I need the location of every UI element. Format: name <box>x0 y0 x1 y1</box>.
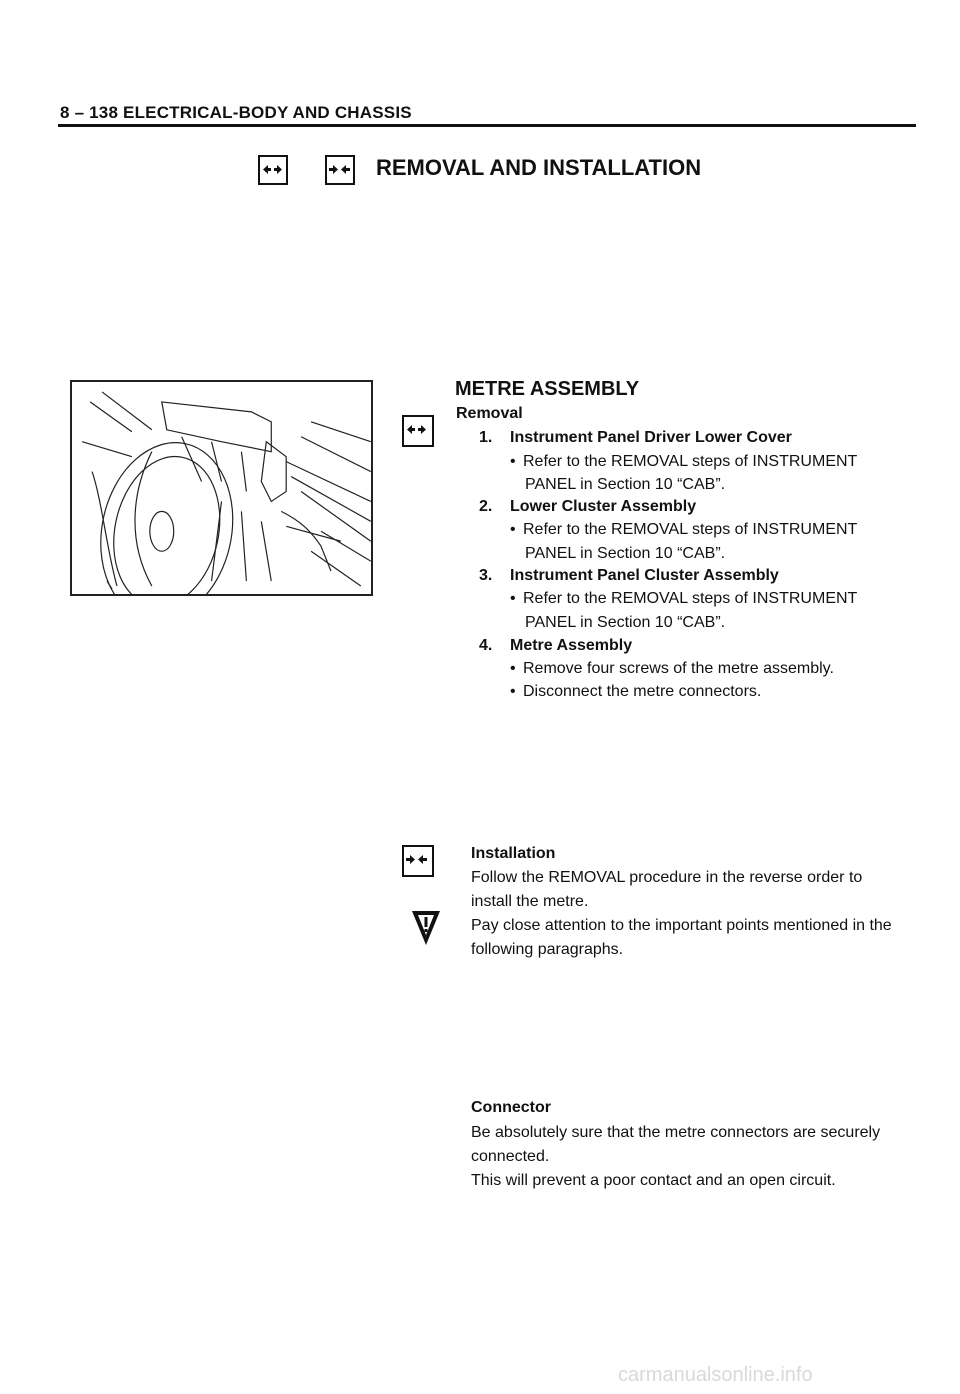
step-title-1: Instrument Panel Driver Lower Cover <box>510 429 792 446</box>
step-2-bullet-line-1: Refer to the REMOVAL steps of INSTRUMENT <box>523 521 858 538</box>
step-title-2: Lower Cluster Assembly <box>510 498 697 515</box>
installation-line-4: following paragraphs. <box>471 941 624 958</box>
step-title-3: Instrument Panel Cluster Assembly <box>510 567 779 584</box>
installation-line-3: Pay close attention to the important points mentioned in the <box>471 917 892 934</box>
warning-icon <box>410 908 442 948</box>
installation-text <box>471 866 931 962</box>
bullet-dot: • <box>510 660 516 677</box>
bullet-dot: • <box>510 521 516 538</box>
metre-assembly-heading: METRE ASSEMBLY <box>455 378 640 400</box>
installation-icon <box>325 155 355 185</box>
connector-line-2: connected. <box>471 1148 550 1165</box>
bullet-dot: • <box>510 683 516 700</box>
step-4-bullet-line-2: Disconnect the metre connectors. <box>523 683 762 700</box>
installation-icon <box>402 845 434 877</box>
connector-label: Connector <box>471 1099 551 1116</box>
running-head: 8 – 138 ELECTRICAL-BODY AND CHASSIS <box>60 103 412 122</box>
removal-label: Removal <box>456 405 523 422</box>
step-title-4: Metre Assembly <box>510 637 633 654</box>
metre-assembly-illustration <box>70 380 373 596</box>
step-3-bullet-line-2: PANEL in Section 10 “CAB”. <box>525 614 726 631</box>
step-1-bullet-line-1: Refer to the REMOVAL steps of INSTRUMENT <box>523 453 858 470</box>
step-3-bullet-line-1: Refer to the REMOVAL steps of INSTRUMENT <box>523 590 858 607</box>
bullet-dot: • <box>510 453 516 470</box>
removal-icon <box>402 415 434 447</box>
watermark: carmanualsonline.info <box>618 1364 813 1386</box>
installation-line-2: install the metre. <box>471 893 589 910</box>
step-1-bullet-line-2: PANEL in Section 10 “CAB”. <box>525 476 726 493</box>
step-number-3: 3. <box>479 567 493 584</box>
step-number-2: 2. <box>479 498 493 515</box>
step-number-4: 4. <box>479 637 493 654</box>
step-number-1: 1. <box>479 429 493 446</box>
installation-line-1: Follow the REMOVAL procedure in the reverse order to <box>471 869 863 886</box>
connector-line-3: This will prevent a poor contact and an open circuit. <box>471 1172 836 1189</box>
step-2-bullet-line-2: PANEL in Section 10 “CAB”. <box>525 545 726 562</box>
section-title: REMOVAL AND INSTALLATION <box>376 155 702 180</box>
installation-label: Installation <box>471 845 556 862</box>
step-4-bullet-line-1: Remove four screws of the metre assembly. <box>523 660 834 677</box>
removal-icon <box>258 155 288 185</box>
bullet-dot: • <box>510 590 516 607</box>
header-rule <box>58 124 916 127</box>
connector-text <box>471 1121 931 1193</box>
connector-line-1: Be absolutely sure that the metre connectors are securely <box>471 1124 881 1141</box>
